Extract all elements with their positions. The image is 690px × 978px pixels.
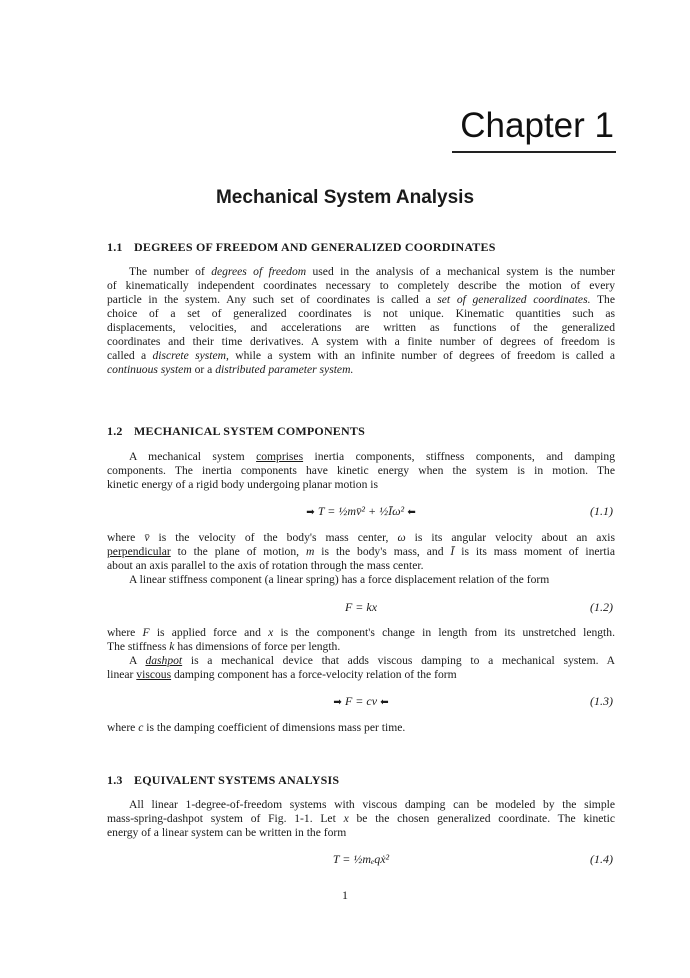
- text-line: [107, 640, 615, 654]
- equation-number: (1.4): [590, 852, 613, 866]
- italic-term: degrees of freedom: [211, 265, 307, 278]
- equation-formula: [107, 600, 615, 615]
- italic-term: F: [142, 626, 150, 639]
- text-run: All linear 1-degree-of-freedom systems with viscous damping can be modeled by the simple: [129, 798, 615, 811]
- formula-text: F = kx: [344, 600, 378, 614]
- italic-term: discrete system,: [152, 349, 229, 362]
- text-run: is the damping coefficient of dimensions mass per time.: [143, 721, 406, 734]
- text-run: A: [129, 654, 146, 667]
- page-number: 1: [342, 888, 348, 902]
- formula-text: T = ½mv̄² + ½Īω²: [317, 504, 405, 518]
- text-run: perpendicular: [107, 545, 171, 558]
- text-line: [107, 573, 615, 587]
- text-line: [107, 559, 615, 573]
- text-run: particle in the system. Any such set of coordinates is called a: [107, 293, 438, 306]
- text-run: used in the analysis of a mechanical system is the number: [306, 265, 615, 278]
- section-title: EQUIVALENT SYSTEMS ANALYSIS: [134, 773, 340, 787]
- italic-term: dashpot: [145, 654, 183, 667]
- italic-term: m: [305, 545, 315, 558]
- paragraph: [107, 265, 615, 377]
- text-run: to the plane of motion,: [170, 545, 306, 558]
- equation-number: (1.2): [590, 600, 613, 614]
- text-line: [107, 279, 615, 293]
- text-run: choice of a set of generalized coordinates is not unique. Kinematic quantities such as: [107, 307, 615, 320]
- text-run: damping component has a force-velocity relation of the form: [171, 668, 457, 681]
- section-heading: [107, 773, 339, 788]
- left-arrow-icon: ⬅: [377, 697, 389, 708]
- text-line: [107, 450, 615, 464]
- italic-term: set of generalized coordinates.: [437, 293, 591, 306]
- text-line: [107, 826, 615, 840]
- text-line: [107, 464, 615, 478]
- section-title: MECHANICAL SYSTEM COMPONENTS: [134, 424, 365, 438]
- equation-formula: [107, 852, 615, 867]
- equation-number: (1.1): [590, 504, 613, 518]
- text-run: be the chosen generalized coordinate. The kinetic: [348, 812, 615, 825]
- text-line: [107, 321, 615, 335]
- text-run: is its angular velocity about an axis: [405, 531, 615, 544]
- paragraph: [107, 654, 615, 682]
- section-number: 1.2: [107, 424, 123, 438]
- paragraph: [107, 573, 615, 587]
- text-run: is its mass moment of inertia: [454, 545, 615, 558]
- italic-term: x: [343, 812, 349, 825]
- text-run: of kinematically independent coordinates necessary to completely describe the motion of every: [107, 279, 615, 292]
- italic-term: ω: [397, 531, 406, 544]
- text-run: comprises: [256, 450, 304, 463]
- chapter-label: Chapter 1: [460, 106, 614, 145]
- text-run: where: [107, 721, 139, 734]
- paragraph: [107, 626, 615, 654]
- equation: [107, 694, 615, 710]
- text-run: kinetic energy of a rigid body undergoing planar motion is: [107, 478, 379, 491]
- chapter-title: Mechanical System Analysis: [215, 187, 475, 208]
- text-run: components. The inertia components have kinetic energy when the system is in motion. The: [107, 464, 615, 477]
- text-run: is the component's change in length from its unstretched length.: [273, 626, 615, 639]
- italic-term: v̄: [144, 531, 150, 544]
- right-arrow-icon: ➡: [306, 507, 318, 518]
- text-run: where: [107, 626, 143, 639]
- text-line: [107, 349, 615, 363]
- text-line: [107, 531, 615, 545]
- text-run: linear: [107, 668, 137, 681]
- formula-text: T = ½mₑqẋ²: [332, 852, 390, 866]
- text-run: inertia components, stiffness components, and damping: [303, 450, 615, 463]
- text-run: The number of: [129, 265, 212, 278]
- text-run: mass-spring-dashpot system of Fig. 1-1. Let: [107, 812, 344, 825]
- text-run: is the velocity of the body's mass center,: [149, 531, 398, 544]
- text-line: [107, 626, 615, 640]
- text-run: about an axis parallel to the axis of rotation through the mass center.: [107, 559, 424, 572]
- section-number: 1.3: [107, 773, 123, 787]
- formula-text: F = cv: [344, 694, 378, 708]
- paragraph: [107, 798, 615, 840]
- text-line: [107, 307, 615, 321]
- text-run: The stiffness: [107, 640, 170, 653]
- text-line: [107, 478, 615, 492]
- text-run: is applied force and: [149, 626, 269, 639]
- paragraph: [107, 531, 615, 573]
- text-run: displacements, velocities, and accelerations are written as functions of the generalized: [107, 321, 615, 334]
- text-line: [107, 265, 615, 279]
- text-run: coordinates and their time derivatives. A system with a finite number of degrees of freedom is: [107, 335, 615, 348]
- left-arrow-icon: ⬅: [404, 507, 416, 518]
- italic-term: continuous system: [107, 363, 192, 376]
- italic-term: Ī: [450, 545, 455, 558]
- text-line: [107, 798, 615, 812]
- italic-term: distributed parameter system.: [215, 363, 354, 376]
- chapter-rule: [452, 151, 616, 153]
- text-run: has dimensions of force per length.: [174, 640, 341, 653]
- paragraph: [107, 721, 615, 735]
- text-line: [107, 363, 615, 377]
- italic-term: c: [138, 721, 144, 734]
- text-line: [107, 545, 615, 559]
- text-run: A mechanical system: [129, 450, 257, 463]
- section-title: DEGREES OF FREEDOM AND GENERALIZED COORDINATES: [134, 240, 496, 254]
- equation-formula: [107, 694, 615, 709]
- text-run: is the body's mass, and: [314, 545, 451, 558]
- equation: [107, 600, 615, 616]
- italic-term: x: [268, 626, 274, 639]
- equation: [107, 504, 615, 520]
- equation-formula: [107, 504, 615, 519]
- right-arrow-icon: ➡: [333, 697, 345, 708]
- equation-number: (1.3): [590, 694, 613, 708]
- text-run: while a system with an infinite number of degrees of freedom is called a: [228, 349, 615, 362]
- text-run: is a mechanical device that adds viscous damping to a mechanical system. A: [182, 654, 615, 667]
- text-run: viscous: [136, 668, 172, 681]
- text-run: A linear stiffness component (a linear spring) has a force displacement relation of the form: [129, 573, 550, 586]
- italic-term: k: [169, 640, 175, 653]
- text-run: where: [107, 531, 145, 544]
- text-line: [107, 654, 615, 668]
- text-line: [107, 812, 615, 826]
- text-run: or a: [191, 363, 216, 376]
- equation: [107, 852, 615, 868]
- text-run: The: [590, 293, 615, 306]
- section-heading: [107, 240, 496, 255]
- text-line: [107, 721, 615, 735]
- text-line: [107, 293, 615, 307]
- paragraph: [107, 450, 615, 492]
- text-run: energy of a linear system can be written in the form: [107, 826, 347, 839]
- text-line: [107, 335, 615, 349]
- section-number: 1.1: [107, 240, 123, 254]
- text-run: called a: [107, 349, 153, 362]
- text-line: [107, 668, 615, 682]
- section-heading: [107, 424, 365, 439]
